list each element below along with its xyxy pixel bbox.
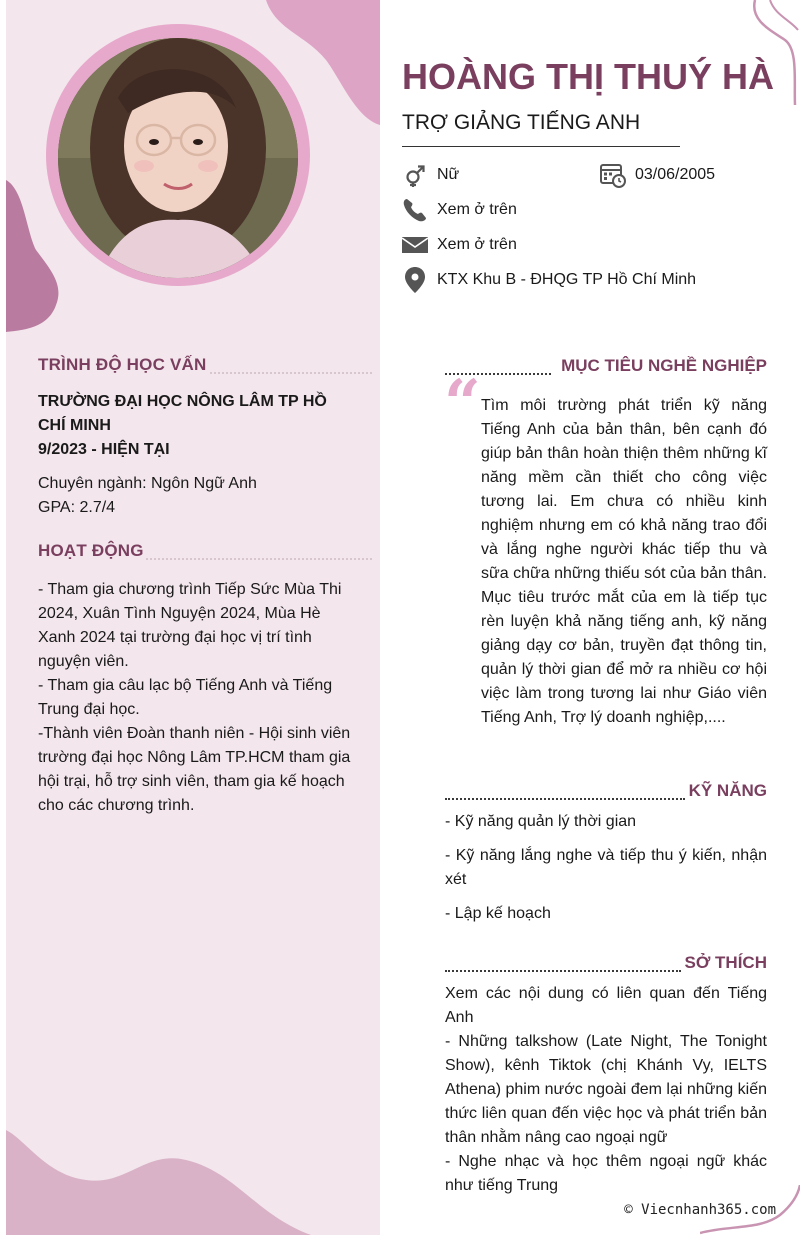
activities-title: HOẠT ĐỘNG <box>38 541 144 560</box>
objective-title: MỤC TIÊU NGHỀ NGHIỆP <box>561 356 767 375</box>
hobbies-list <box>445 982 767 1198</box>
list-item: - Nghe nhạc và học thêm ngoại ngữ khác như tiếng Trung <box>445 1153 767 1194</box>
phone-value: Xem ở trên <box>437 201 517 218</box>
mail-icon <box>402 232 428 258</box>
address-row <box>402 267 696 293</box>
gender-value: Nữ <box>437 166 460 183</box>
role-underline <box>402 146 680 147</box>
candidate-name: HOÀNG THỊ THUÝ HÀ <box>402 56 774 97</box>
list-item: - Tham gia chương trình Tiếp Sức Mùa Thi 2024, Xuân Tình Nguyện 2024, Mùa Hè Xanh 2024 tại trường đại học vị trí tình nguyện viên. <box>38 581 342 670</box>
gender-row <box>402 162 459 188</box>
education-school: TRƯỜNG ĐẠI HỌC NÔNG LÂM TP HỒ CHÍ MINH <box>38 393 327 434</box>
quote-icon: “ <box>444 366 481 441</box>
phone-icon <box>402 197 428 223</box>
calendar-icon <box>600 162 626 188</box>
skills-divider <box>445 798 685 800</box>
location-pin-icon <box>402 267 428 293</box>
skills-title: KỸ NĂNG <box>688 781 767 800</box>
candidate-role: TRỢ GIẢNG TIẾNG ANH <box>402 111 641 134</box>
activities-divider <box>146 558 372 560</box>
hobbies-divider <box>445 970 681 972</box>
list-item: - Tham gia câu lạc bộ Tiếng Anh và Tiếng Trung đại học. <box>38 677 333 718</box>
list-item: - Kỹ năng lắng nghe và tiếp thu ý kiến, nhận xét <box>445 847 767 888</box>
list-item: - Lập kế hoạch <box>445 905 551 922</box>
education-major: Chuyên ngành: Ngôn Ngữ Anh <box>38 475 257 492</box>
activities-list <box>38 578 358 818</box>
gender-icon <box>402 162 428 188</box>
list-item: -Thành viên Đoàn thanh niên - Hội sinh viên trường đại học Nông Lâm TP.HCM tham gia hội trại, hỗ trợ sinh viên, tham gia kế hoạch cho các chương trình. <box>38 725 351 814</box>
dob-row <box>600 162 715 188</box>
education-gpa: GPA: 2.7/4 <box>38 499 116 516</box>
address-value: KTX Khu B - ĐHQG TP Hồ Chí Minh <box>437 271 697 288</box>
education-time: 9/2023 - HIỆN TẠI <box>38 441 170 458</box>
dob-value: 03/06/2005 <box>635 166 716 183</box>
copyright-text: © Viecnhanh365.com <box>624 1202 776 1218</box>
education-title: TRÌNH ĐỘ HỌC VẤN <box>38 355 207 374</box>
list-item: - Kỹ năng quản lý thời gian <box>445 813 637 830</box>
email-row <box>402 232 517 258</box>
bottom-blob <box>6 1120 316 1235</box>
education-divider <box>210 372 372 374</box>
profile-photo <box>58 38 298 278</box>
email-value: Xem ở trên <box>437 236 517 253</box>
hobbies-title: SỞ THÍCH <box>684 953 767 972</box>
phone-row <box>402 197 517 223</box>
list-item: Xem các nội dung có liên quan đến Tiếng Anh <box>445 985 767 1026</box>
list-item: - Những talkshow (Late Night, The Tonight Show), kênh Tiktok (chị Khánh Vy, IELTS Athena) phim nước ngoài đem lại những kiến thức liên quan đến việc học và phát triển bản thân nhằm nâng cao ngoại ngữ <box>445 1033 767 1146</box>
objective-text: Tìm môi trường phát triển kỹ năng Tiếng Anh của bản thân, bên cạnh đó giúp bản thân hoàn thiện thêm những kĩ năng mềm cần thiết cho công việc tương lai. Em chưa có nhiều kinh nghiệm nhưng em có khả năng trao đổi và lắng nghe người khác tiếp thu và sữa chữa những thiếu sót của bản thân. Mục tiêu trước mắt của em là tiếp tục rèn luyện khả năng tiếng anh, kỹ năng giảng dạy cơ bản, truyền đạt thông tin, quản lý thời gian để mở ra nhiều cơ hội việc làm trong tương lai như Giáo viên Tiếng Anh, Trợ lý doanh nghiệp,.... <box>481 397 767 726</box>
